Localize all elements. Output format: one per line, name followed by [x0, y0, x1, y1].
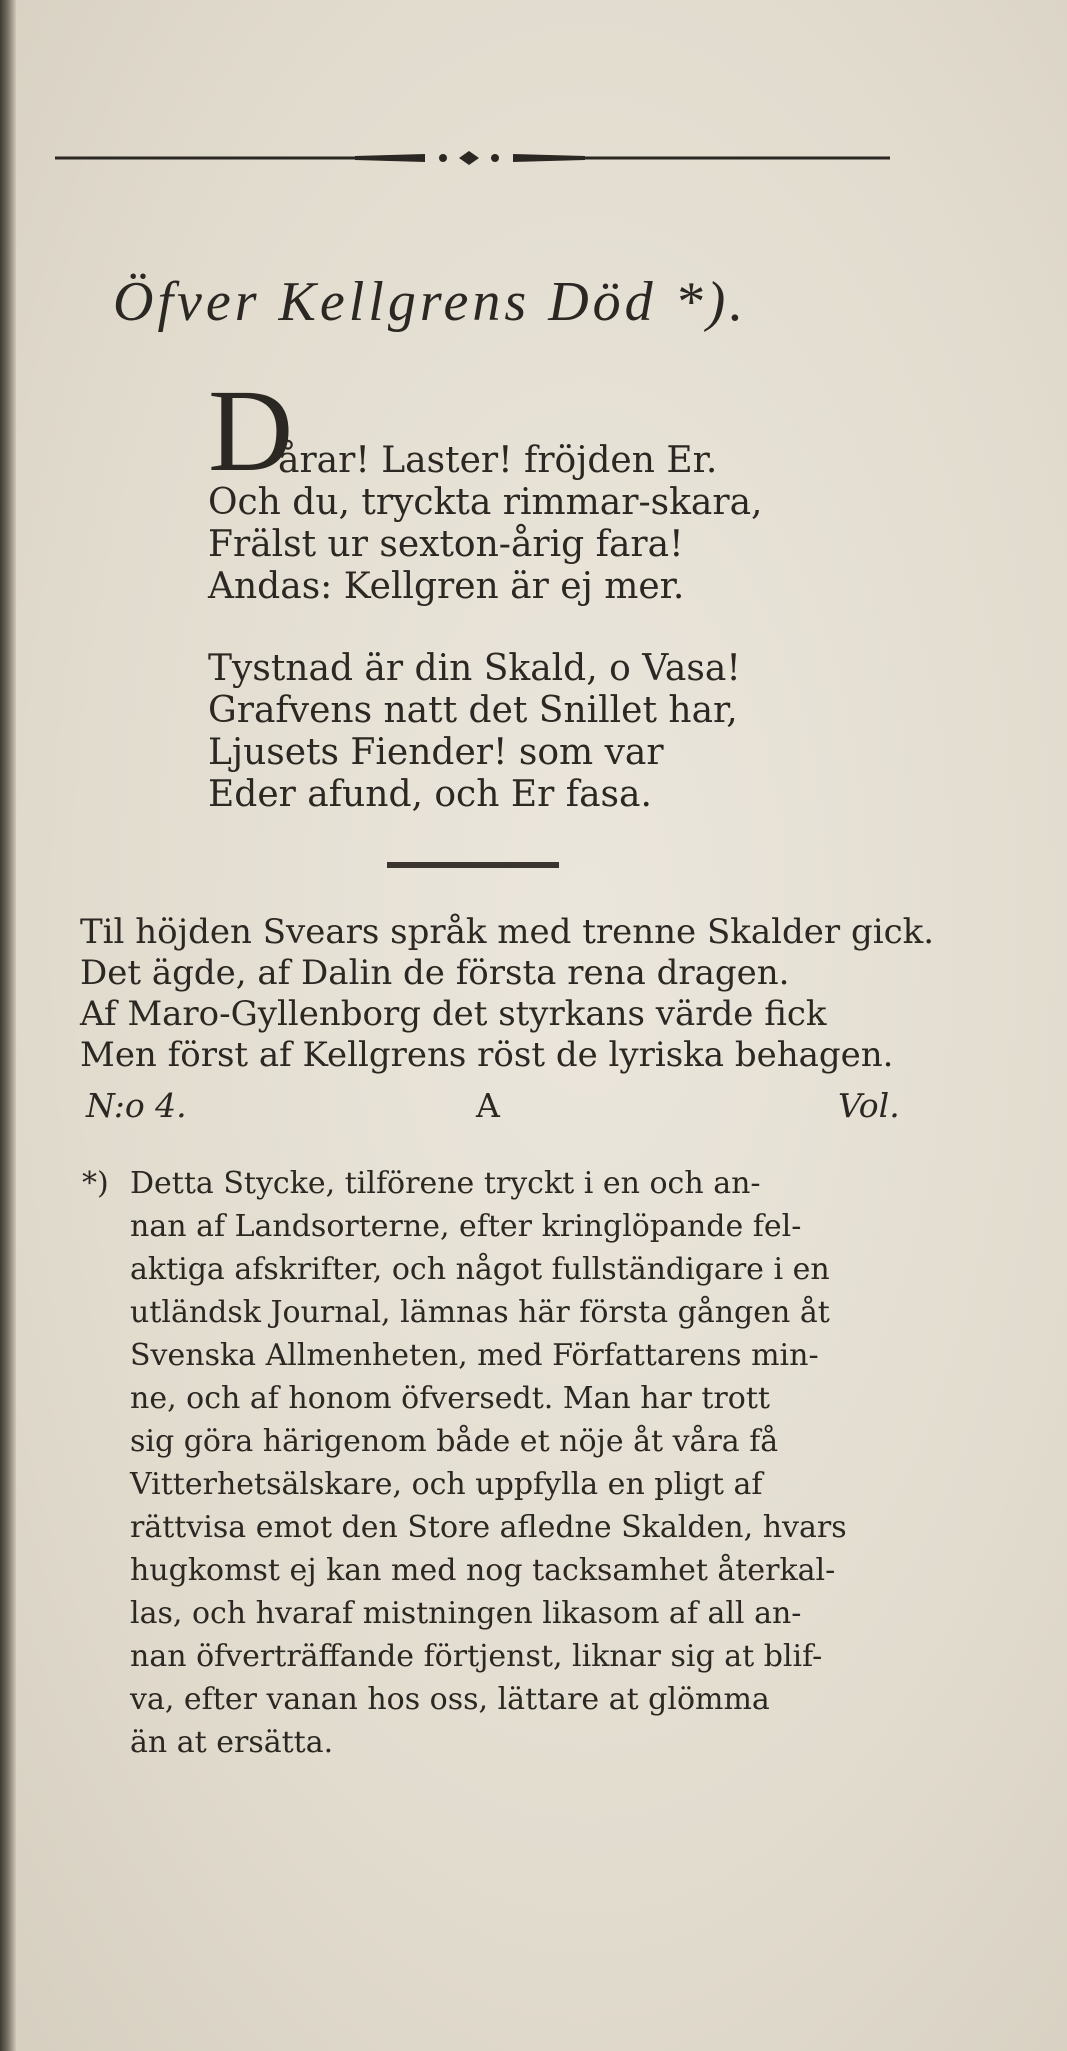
footnote-line: hugkomst ej kan med nog tacksamhet återkal- [130, 1553, 836, 1588]
signature-mark: A [476, 1086, 500, 1125]
footnote-line: än at ersätta. [130, 1725, 334, 1760]
footnote-line: ne, och af honom öfversedt. Man har trott [130, 1381, 770, 1416]
verse-line: Frälst ur sexton-årig fara! [208, 524, 684, 565]
footnote-line: nan öfverträffande förtjenst, liknar sig at blif- [130, 1639, 823, 1674]
footnote-mark: *) [82, 1166, 109, 1201]
stanza-1 [208, 440, 762, 608]
verse-line: Andas: Kellgren är ej mer. [208, 566, 685, 607]
verse-line: Och du, tryckta rimmar-skara, [208, 482, 763, 523]
epigram [80, 912, 934, 1076]
footnote-line: nan af Landsorterne, efter kringlöpande fel- [130, 1209, 802, 1244]
footnote [82, 1162, 912, 1764]
epigram-line: Til höjden Svears språk med trenne Skalder gick. [80, 912, 935, 952]
drop-cap: D [208, 365, 294, 496]
poem-title: Öfver Kellgrens Död *). [113, 271, 748, 333]
section-divider [387, 862, 559, 868]
footnote-line: las, och hvaraf mistningen likasom af all an- [130, 1596, 802, 1631]
header-ornament-rule [55, 148, 890, 168]
book-spine-edge [0, 0, 16, 2051]
verse-line: Grafvens natt det Snillet har, [208, 690, 738, 731]
signature-number: N:o 4. [86, 1086, 187, 1125]
stanza-2 [208, 648, 741, 816]
epigram-line: Men först af Kellgrens röst de lyriska behagen. [80, 1035, 894, 1075]
footnote-line: Detta Stycke, tilförene tryckt i en och an- [130, 1166, 761, 1201]
verse-line: Tystnad är din Skald, o Vasa! [208, 648, 741, 689]
signature-volume: Vol. [838, 1086, 900, 1125]
footnote-line: va, efter vanan hos oss, lättare at glömma [130, 1682, 770, 1717]
footnote-line: sig göra härigenom både et nöje åt våra få [130, 1424, 779, 1459]
epigram-line: Det ägde, af Dalin de första rena dragen. [80, 953, 790, 993]
footnote-line: utländsk Journal, lämnas här första gången åt [130, 1295, 830, 1330]
footnote-line: Vitterhetsälskare, och uppfylla en pligt af [130, 1467, 763, 1502]
verse-line: årar! Laster! fröjden Er. [278, 440, 718, 481]
verse-line: Ljusets Fiender! som var [208, 732, 664, 773]
footnote-line: rättvisa emot den Store afledne Skalden, hvars [130, 1510, 847, 1545]
footnote-line: aktiga afskrifter, och något fullständigare i en [130, 1252, 830, 1287]
verse-line: Eder afund, och Er fasa. [208, 774, 652, 815]
epigram-line: Af Maro-Gyllenborg det styrkans värde fick [80, 994, 827, 1034]
footnote-line: Svenska Allmenheten, med Författarens min- [130, 1338, 819, 1373]
